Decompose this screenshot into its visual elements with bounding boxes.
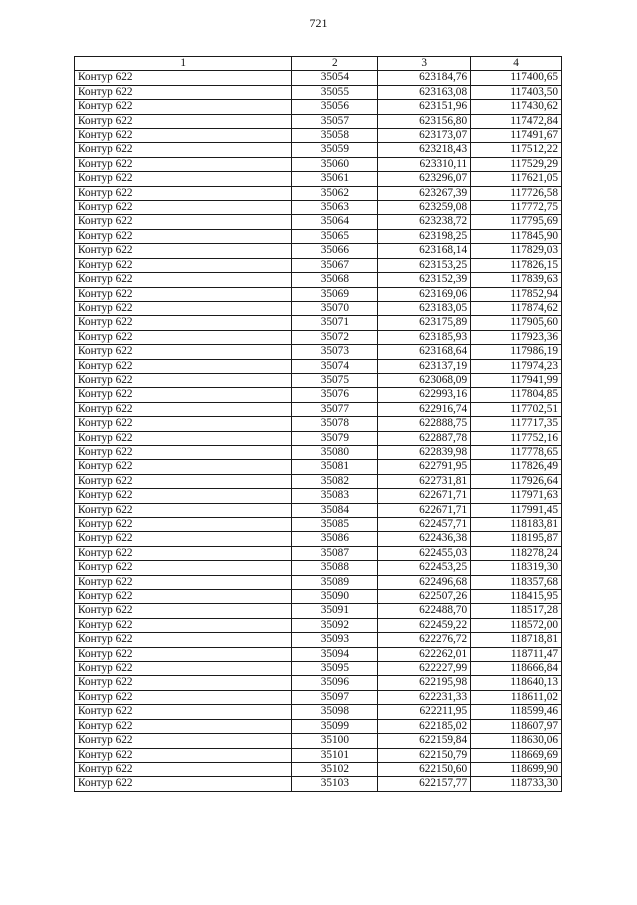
- contour-name-cell: Контур 622: [75, 489, 292, 503]
- contour-name-cell: Контур 622: [75, 273, 292, 287]
- y-coordinate-cell: 118357,68: [471, 575, 562, 589]
- table-row: [75, 618, 562, 632]
- table-body: [75, 71, 562, 791]
- y-coordinate-cell: 118278,24: [471, 546, 562, 560]
- y-coordinate-cell: 118611,02: [471, 690, 562, 704]
- table-row: [75, 143, 562, 157]
- y-coordinate-cell: 118699,90: [471, 762, 562, 776]
- y-coordinate-cell: 118517,28: [471, 604, 562, 618]
- x-coordinate-cell: 623153,25: [378, 258, 471, 272]
- x-coordinate-cell: 622231,33: [378, 690, 471, 704]
- table-row: [75, 734, 562, 748]
- x-coordinate-cell: 622457,71: [378, 518, 471, 532]
- table-row: [75, 172, 562, 186]
- contour-name-cell: Контур 622: [75, 71, 292, 85]
- contour-name-cell: Контур 622: [75, 85, 292, 99]
- x-coordinate-cell: 622159,84: [378, 734, 471, 748]
- x-coordinate-cell: 622993,16: [378, 388, 471, 402]
- point-number-cell: 35101: [292, 748, 378, 762]
- x-coordinate-cell: 622276,72: [378, 633, 471, 647]
- contour-name-cell: Контур 622: [75, 590, 292, 604]
- contour-name-cell: Контур 622: [75, 503, 292, 517]
- point-number-cell: 35058: [292, 129, 378, 143]
- y-coordinate-cell: 118630,06: [471, 734, 562, 748]
- y-coordinate-cell: 117991,45: [471, 503, 562, 517]
- x-coordinate-cell: 623168,14: [378, 244, 471, 258]
- table-row: [75, 417, 562, 431]
- x-coordinate-cell: 623137,19: [378, 359, 471, 373]
- table-row: [75, 445, 562, 459]
- point-number-cell: 35062: [292, 186, 378, 200]
- y-coordinate-cell: 117529,29: [471, 157, 562, 171]
- contour-name-cell: Контур 622: [75, 186, 292, 200]
- point-number-cell: 35081: [292, 460, 378, 474]
- point-number-cell: 35082: [292, 474, 378, 488]
- point-number-cell: 35085: [292, 518, 378, 532]
- column-header-1: 1: [75, 57, 292, 71]
- point-number-cell: 35080: [292, 445, 378, 459]
- point-number-cell: 35098: [292, 705, 378, 719]
- table-row: [75, 532, 562, 546]
- y-coordinate-cell: 117472,84: [471, 114, 562, 128]
- contour-name-cell: Контур 622: [75, 172, 292, 186]
- x-coordinate-cell: 622157,77: [378, 777, 471, 791]
- y-coordinate-cell: 117839,63: [471, 273, 562, 287]
- table-row: [75, 690, 562, 704]
- x-coordinate-cell: 622671,71: [378, 503, 471, 517]
- y-coordinate-cell: 117403,50: [471, 85, 562, 99]
- table-row: [75, 215, 562, 229]
- table-row: [75, 647, 562, 661]
- contour-name-cell: Контур 622: [75, 100, 292, 114]
- table-row: [75, 71, 562, 85]
- table-row: [75, 590, 562, 604]
- x-coordinate-cell: 622839,98: [378, 445, 471, 459]
- y-coordinate-cell: 117971,63: [471, 489, 562, 503]
- point-number-cell: 35065: [292, 229, 378, 243]
- table-row: [75, 388, 562, 402]
- x-coordinate-cell: 622731,81: [378, 474, 471, 488]
- contour-name-cell: Контур 622: [75, 719, 292, 733]
- point-number-cell: 35100: [292, 734, 378, 748]
- table-row: [75, 489, 562, 503]
- table-row: [75, 676, 562, 690]
- table-row: [75, 85, 562, 99]
- contour-name-cell: Контур 622: [75, 546, 292, 560]
- x-coordinate-cell: 623198,25: [378, 229, 471, 243]
- point-number-cell: 35063: [292, 201, 378, 215]
- x-coordinate-cell: 623169,06: [378, 287, 471, 301]
- x-coordinate-cell: 623218,43: [378, 143, 471, 157]
- contour-name-cell: Контур 622: [75, 762, 292, 776]
- x-coordinate-cell: 623267,39: [378, 186, 471, 200]
- x-coordinate-cell: 623183,05: [378, 301, 471, 315]
- table-row: [75, 359, 562, 373]
- y-coordinate-cell: 117905,60: [471, 316, 562, 330]
- y-coordinate-cell: 118666,84: [471, 662, 562, 676]
- point-number-cell: 35074: [292, 359, 378, 373]
- y-coordinate-cell: 118599,46: [471, 705, 562, 719]
- contour-name-cell: Контур 622: [75, 287, 292, 301]
- contour-name-cell: Контур 622: [75, 244, 292, 258]
- y-coordinate-cell: 118669,69: [471, 748, 562, 762]
- point-number-cell: 35064: [292, 215, 378, 229]
- contour-name-cell: Контур 622: [75, 676, 292, 690]
- contour-name-cell: Контур 622: [75, 647, 292, 661]
- table-row: [75, 719, 562, 733]
- point-number-cell: 35076: [292, 388, 378, 402]
- column-header-2: 2: [292, 57, 378, 71]
- point-number-cell: 35084: [292, 503, 378, 517]
- point-number-cell: 35095: [292, 662, 378, 676]
- contour-name-cell: Контур 622: [75, 561, 292, 575]
- point-number-cell: 35083: [292, 489, 378, 503]
- contour-name-cell: Контур 622: [75, 417, 292, 431]
- x-coordinate-cell: 623175,89: [378, 316, 471, 330]
- x-coordinate-cell: 622262,01: [378, 647, 471, 661]
- contour-name-cell: Контур 622: [75, 301, 292, 315]
- contour-name-cell: Контур 622: [75, 690, 292, 704]
- contour-name-cell: Контур 622: [75, 258, 292, 272]
- x-coordinate-cell: 622459,22: [378, 618, 471, 632]
- x-coordinate-cell: 622150,79: [378, 748, 471, 762]
- point-number-cell: 35069: [292, 287, 378, 301]
- point-number-cell: 35059: [292, 143, 378, 157]
- x-coordinate-cell: 622888,75: [378, 417, 471, 431]
- y-coordinate-cell: 117941,99: [471, 373, 562, 387]
- table-row: [75, 633, 562, 647]
- y-coordinate-cell: 117829,03: [471, 244, 562, 258]
- contour-name-cell: Контур 622: [75, 373, 292, 387]
- contour-name-cell: Контур 622: [75, 157, 292, 171]
- table-row: [75, 705, 562, 719]
- table-row: [75, 402, 562, 416]
- contour-name-cell: Контур 622: [75, 460, 292, 474]
- table-row: [75, 431, 562, 445]
- point-number-cell: 35068: [292, 273, 378, 287]
- point-number-cell: 35079: [292, 431, 378, 445]
- table-row: [75, 575, 562, 589]
- point-number-cell: 35102: [292, 762, 378, 776]
- contour-name-cell: Контур 622: [75, 229, 292, 243]
- contour-name-cell: Контур 622: [75, 129, 292, 143]
- contour-name-cell: Контур 622: [75, 748, 292, 762]
- point-number-cell: 35071: [292, 316, 378, 330]
- point-number-cell: 35094: [292, 647, 378, 661]
- x-coordinate-cell: 623238,72: [378, 215, 471, 229]
- table-row: [75, 503, 562, 517]
- y-coordinate-cell: 117717,35: [471, 417, 562, 431]
- y-coordinate-cell: 117430,62: [471, 100, 562, 114]
- y-coordinate-cell: 118607,97: [471, 719, 562, 733]
- y-coordinate-cell: 117400,65: [471, 71, 562, 85]
- table-row: [75, 345, 562, 359]
- point-number-cell: 35056: [292, 100, 378, 114]
- table-row: [75, 229, 562, 243]
- x-coordinate-cell: 622195,98: [378, 676, 471, 690]
- point-number-cell: 35093: [292, 633, 378, 647]
- x-coordinate-cell: 622211,95: [378, 705, 471, 719]
- x-coordinate-cell: 622496,68: [378, 575, 471, 589]
- x-coordinate-cell: 622436,38: [378, 532, 471, 546]
- table-row: [75, 518, 562, 532]
- table-row: [75, 748, 562, 762]
- y-coordinate-cell: 118572,00: [471, 618, 562, 632]
- x-coordinate-cell: 622150,60: [378, 762, 471, 776]
- y-coordinate-cell: 117852,94: [471, 287, 562, 301]
- y-coordinate-cell: 117752,16: [471, 431, 562, 445]
- table-row: [75, 316, 562, 330]
- table-row: [75, 100, 562, 114]
- y-coordinate-cell: 118319,30: [471, 561, 562, 575]
- point-number-cell: 35090: [292, 590, 378, 604]
- table-row: [75, 287, 562, 301]
- contour-name-cell: Контур 622: [75, 445, 292, 459]
- contour-name-cell: Контур 622: [75, 604, 292, 618]
- table-row: [75, 244, 562, 258]
- y-coordinate-cell: 117702,51: [471, 402, 562, 416]
- page-number: 721: [309, 16, 328, 30]
- table-row: [75, 114, 562, 128]
- point-number-cell: 35077: [292, 402, 378, 416]
- x-coordinate-cell: 623184,76: [378, 71, 471, 85]
- table-row: [75, 201, 562, 215]
- x-coordinate-cell: 623163,08: [378, 85, 471, 99]
- x-coordinate-cell: 622791,95: [378, 460, 471, 474]
- contour-name-cell: Контур 622: [75, 402, 292, 416]
- y-coordinate-cell: 118640,13: [471, 676, 562, 690]
- y-coordinate-cell: 117778,65: [471, 445, 562, 459]
- y-coordinate-cell: 117986,19: [471, 345, 562, 359]
- x-coordinate-cell: 622916,74: [378, 402, 471, 416]
- y-coordinate-cell: 118733,30: [471, 777, 562, 791]
- table-row: [75, 762, 562, 776]
- x-coordinate-cell: 623068,09: [378, 373, 471, 387]
- point-number-cell: 35073: [292, 345, 378, 359]
- y-coordinate-cell: 118718,81: [471, 633, 562, 647]
- point-number-cell: 35103: [292, 777, 378, 791]
- table-row: [75, 373, 562, 387]
- point-number-cell: 35060: [292, 157, 378, 171]
- contour-name-cell: Контур 622: [75, 662, 292, 676]
- y-coordinate-cell: 117726,58: [471, 186, 562, 200]
- column-header-4: 4: [471, 57, 562, 71]
- table-row: [75, 546, 562, 560]
- point-number-cell: 35057: [292, 114, 378, 128]
- y-coordinate-cell: 117845,90: [471, 229, 562, 243]
- y-coordinate-cell: 117772,75: [471, 201, 562, 215]
- contour-name-cell: Контур 622: [75, 431, 292, 445]
- y-coordinate-cell: 117926,64: [471, 474, 562, 488]
- y-coordinate-cell: 117923,36: [471, 330, 562, 344]
- contour-name-cell: Контур 622: [75, 705, 292, 719]
- point-number-cell: 35067: [292, 258, 378, 272]
- x-coordinate-cell: 622887,78: [378, 431, 471, 445]
- x-coordinate-cell: 623152,39: [378, 273, 471, 287]
- contour-name-cell: Контур 622: [75, 518, 292, 532]
- x-coordinate-cell: 622453,25: [378, 561, 471, 575]
- y-coordinate-cell: 118195,87: [471, 532, 562, 546]
- contour-name-cell: Контур 622: [75, 316, 292, 330]
- contour-name-cell: Контур 622: [75, 734, 292, 748]
- table-row: [75, 561, 562, 575]
- contour-name-cell: Контур 622: [75, 201, 292, 215]
- point-number-cell: 35061: [292, 172, 378, 186]
- point-number-cell: 35078: [292, 417, 378, 431]
- point-number-cell: 35070: [292, 301, 378, 315]
- contour-name-cell: Контур 622: [75, 143, 292, 157]
- point-number-cell: 35099: [292, 719, 378, 733]
- column-header-3: 3: [378, 57, 471, 71]
- contour-name-cell: Контур 622: [75, 359, 292, 373]
- point-number-cell: 35097: [292, 690, 378, 704]
- y-coordinate-cell: 117491,67: [471, 129, 562, 143]
- point-number-cell: 35096: [292, 676, 378, 690]
- y-coordinate-cell: 117795,69: [471, 215, 562, 229]
- table-row: [75, 460, 562, 474]
- y-coordinate-cell: 117826,15: [471, 258, 562, 272]
- table-row: [75, 330, 562, 344]
- x-coordinate-cell: 623296,07: [378, 172, 471, 186]
- contour-name-cell: Контур 622: [75, 388, 292, 402]
- x-coordinate-cell: 623168,64: [378, 345, 471, 359]
- x-coordinate-cell: 623156,80: [378, 114, 471, 128]
- table-row: [75, 604, 562, 618]
- point-number-cell: 35054: [292, 71, 378, 85]
- contour-name-cell: Контур 622: [75, 330, 292, 344]
- table-row: [75, 157, 562, 171]
- point-number-cell: 35088: [292, 561, 378, 575]
- table-row: [75, 301, 562, 315]
- table-row: [75, 186, 562, 200]
- point-number-cell: 35066: [292, 244, 378, 258]
- table-header-row: [75, 57, 562, 71]
- y-coordinate-cell: 117621,05: [471, 172, 562, 186]
- y-coordinate-cell: 117974,23: [471, 359, 562, 373]
- x-coordinate-cell: 623173,07: [378, 129, 471, 143]
- contour-name-cell: Контур 622: [75, 532, 292, 546]
- contour-name-cell: Контур 622: [75, 345, 292, 359]
- point-number-cell: 35055: [292, 85, 378, 99]
- x-coordinate-cell: 622455,03: [378, 546, 471, 560]
- table-row: [75, 129, 562, 143]
- x-coordinate-cell: 622507,26: [378, 590, 471, 604]
- contour-name-cell: Контур 622: [75, 474, 292, 488]
- x-coordinate-cell: 622185,02: [378, 719, 471, 733]
- point-number-cell: 35075: [292, 373, 378, 387]
- point-number-cell: 35092: [292, 618, 378, 632]
- point-number-cell: 35091: [292, 604, 378, 618]
- x-coordinate-cell: 622227,99: [378, 662, 471, 676]
- table-row: [75, 474, 562, 488]
- point-number-cell: 35087: [292, 546, 378, 560]
- point-number-cell: 35086: [292, 532, 378, 546]
- x-coordinate-cell: 623310,11: [378, 157, 471, 171]
- x-coordinate-cell: 623185,93: [378, 330, 471, 344]
- x-coordinate-cell: 622488,70: [378, 604, 471, 618]
- contour-name-cell: Контур 622: [75, 575, 292, 589]
- y-coordinate-cell: 118711,47: [471, 647, 562, 661]
- x-coordinate-cell: 622671,71: [378, 489, 471, 503]
- y-coordinate-cell: 117512,22: [471, 143, 562, 157]
- contour-name-cell: Контур 622: [75, 633, 292, 647]
- y-coordinate-cell: 117804,85: [471, 388, 562, 402]
- y-coordinate-cell: 117826,49: [471, 460, 562, 474]
- y-coordinate-cell: 118415,95: [471, 590, 562, 604]
- contour-name-cell: Контур 622: [75, 618, 292, 632]
- y-coordinate-cell: 118183,81: [471, 518, 562, 532]
- y-coordinate-cell: 117874,62: [471, 301, 562, 315]
- coordinates-table: [74, 56, 562, 792]
- contour-name-cell: Контур 622: [75, 777, 292, 791]
- table-row: [75, 662, 562, 676]
- x-coordinate-cell: 623151,96: [378, 100, 471, 114]
- table-row: [75, 777, 562, 791]
- x-coordinate-cell: 623259,08: [378, 201, 471, 215]
- point-number-cell: 35072: [292, 330, 378, 344]
- table-row: [75, 258, 562, 272]
- contour-name-cell: Контур 622: [75, 215, 292, 229]
- contour-name-cell: Контур 622: [75, 114, 292, 128]
- point-number-cell: 35089: [292, 575, 378, 589]
- table-row: [75, 273, 562, 287]
